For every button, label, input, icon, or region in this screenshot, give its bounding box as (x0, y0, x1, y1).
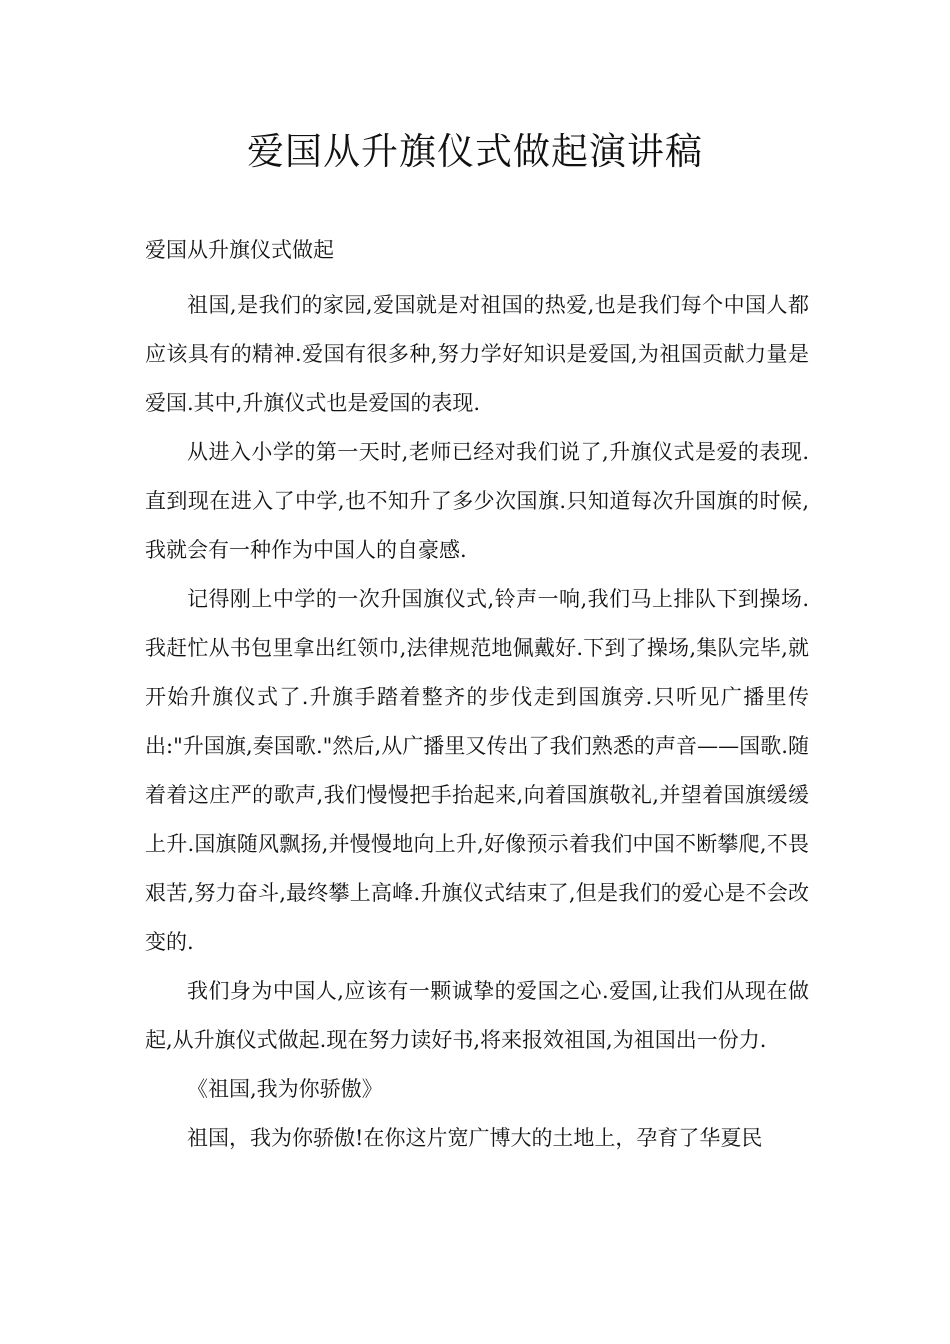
paragraph: 我们身为中国人,应该有一颗诚挚的爱国之心.爱国,让我们从现在做起,从升旗仪式做起.现在努力读好书,将来报效祖国,为祖国出一份力. (145, 979, 809, 1052)
poem-title: 《祖国,我为你骄傲》 (187, 1077, 383, 1101)
paragraph: 祖国，我为你骄傲!在你这片宽广博大的土地上，孕育了华夏民 (187, 1126, 763, 1150)
paragraph: 从进入小学的第一天时,老师已经对我们说了,升旗仪式是爱的表现.直到现在进入了中学,也不知升了多少次国旗.只知道每次升国旗的时候,我就会有一种作为中国人的自豪感. (145, 440, 809, 562)
document-body (145, 281, 809, 1163)
document-subtitle: 爱国从升旗仪式做起 (145, 238, 334, 262)
document-title: 爱国从升旗仪式做起演讲稿 (247, 130, 703, 173)
paragraph: 祖国,是我们的家园,爱国就是对祖国的热爱,也是我们每个中国人都应该具有的精神.爱国有很多种,努力学好知识是爱国,为祖国贡献力量是爱国.其中,升旗仪式也是爱国的表现. (145, 293, 809, 415)
paragraph: 记得刚上中学的一次升国旗仪式,铃声一响,我们马上排队下到操场.我赶忙从书包里拿出红领巾,法律规范地佩戴好.下到了操场,集队完毕,就开始升旗仪式了.升旗手踏着整齐的步伐走到国旗旁.只听见广播里传出:"升国旗,奏国歌."然后,从广播里又传出了我们熟悉的声音——国歌.随着着这庄严的歌声,我们慢慢把手抬起来,向着国旗敬礼,并望着国旗缓缓上升.国旗随风飘扬,并慢慢地向上升,好像预示着我们中国不断攀爬,不畏艰苦,努力奋斗,最终攀上高峰.升旗仪式结束了,但是我们的爱心是不会改变的. (145, 587, 809, 954)
